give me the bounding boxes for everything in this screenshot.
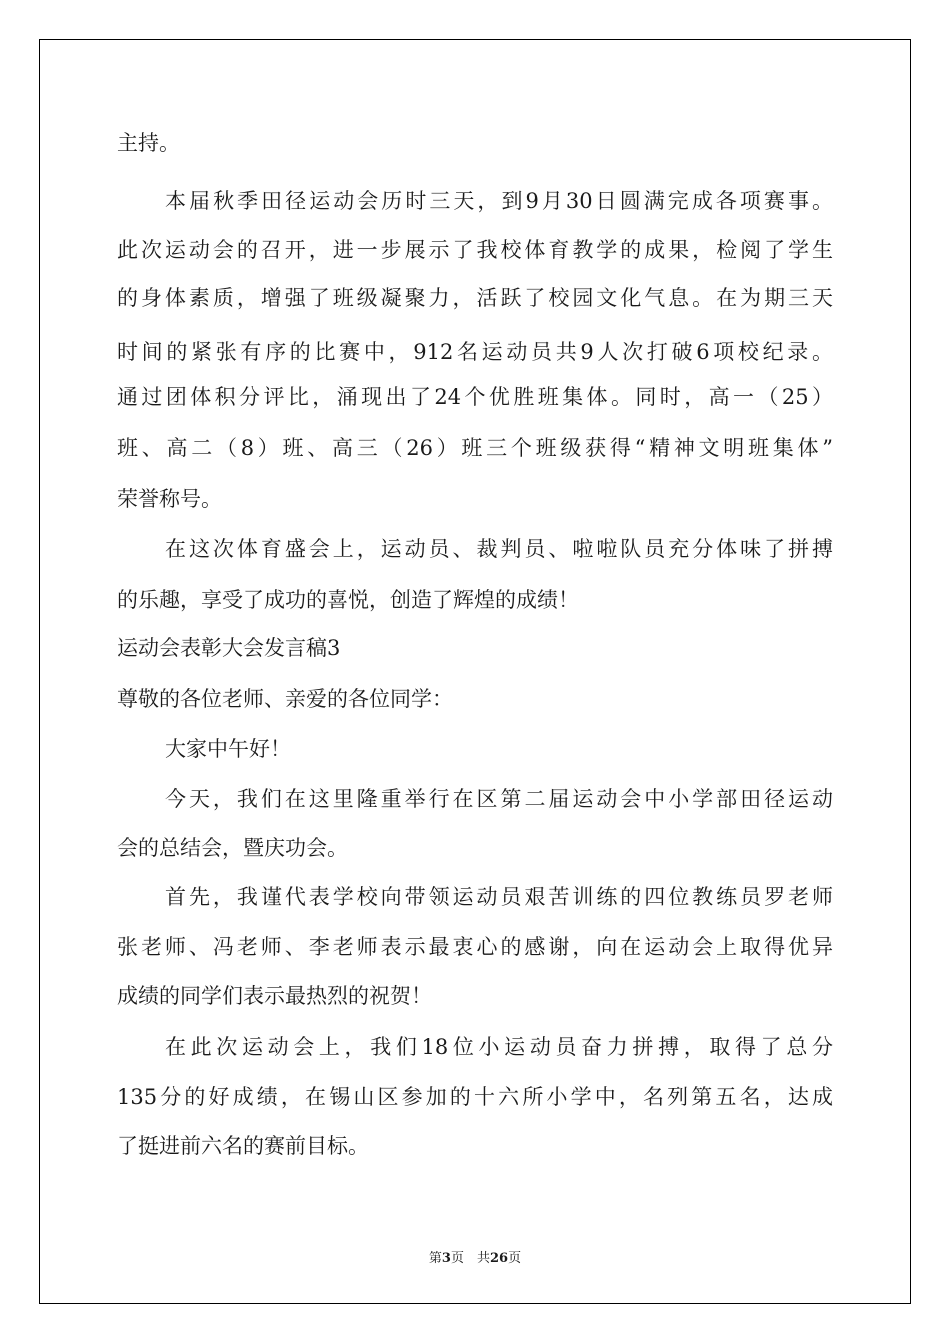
- text-line: 的乐趣，享受了成功的喜悦，创造了辉煌的成绩！: [117, 588, 579, 612]
- text-line: 会的总结会，暨庆功会。: [117, 836, 348, 860]
- current-page-number: 3: [441, 1251, 451, 1266]
- text-line: 荣誉称号。: [117, 487, 222, 511]
- text-line: 班、高二（8）班、高三（26）班三个班级获得“精神文明班集体”: [117, 436, 833, 460]
- page-number-suffix: 页: [508, 1251, 522, 1266]
- page-number-mid: 页 共: [450, 1251, 490, 1266]
- text-line: 此次运动会的召开，进一步展示了我校体育教学的成果，检阅了学生: [117, 238, 833, 262]
- page-footer: [0, 1247, 950, 1266]
- text-line: 成绩的同学们表示最热烈的祝贺！: [117, 984, 432, 1008]
- text-line: 张老师、冯老师、李老师表示最衷心的感谢，向在运动会上取得优异: [117, 935, 833, 959]
- text-line: 通过团体积分评比，涌现出了24个优胜班集体。同时，高一（25）: [117, 385, 833, 409]
- salutation: 尊敬的各位老师、亲爱的各位同学：: [117, 687, 453, 711]
- text-line: 今天，我们在这里隆重举行在区第二届运动会中小学部田径运动: [165, 787, 833, 811]
- text-line: 时间的紧张有序的比赛中，912名运动员共9人次打破6项校纪录。: [117, 340, 833, 364]
- text-line: 本届秋季田径运动会历时三天，到9月30日圆满完成各项赛事。: [165, 189, 833, 213]
- text-line: 的身体素质，增强了班级凝聚力，活跃了校园文化气息。在为期三天: [117, 286, 833, 310]
- total-page-count: 26: [489, 1251, 509, 1266]
- greeting: 大家中午好！: [165, 737, 291, 761]
- page-border: [39, 39, 911, 1304]
- text-line: 在此次运动会上，我们18位小运动员奋力拼搏，取得了总分: [165, 1035, 833, 1059]
- page-number-prefix: 第: [428, 1251, 442, 1266]
- text-line: 在这次体育盛会上，运动员、裁判员、啦啦队员充分体味了拼搏: [165, 537, 833, 561]
- text-line: 首先，我谨代表学校向带领运动员艰苦训练的四位教练员罗老师: [165, 885, 833, 909]
- text-line: 135分的好成绩，在锡山区参加的十六所小学中，名列第五名，达成: [117, 1085, 833, 1109]
- section-heading: 运动会表彰大会发言稿3: [117, 636, 341, 660]
- text-line: 了挺进前六名的赛前目标。: [117, 1134, 369, 1158]
- text-line: 主持。: [117, 131, 180, 155]
